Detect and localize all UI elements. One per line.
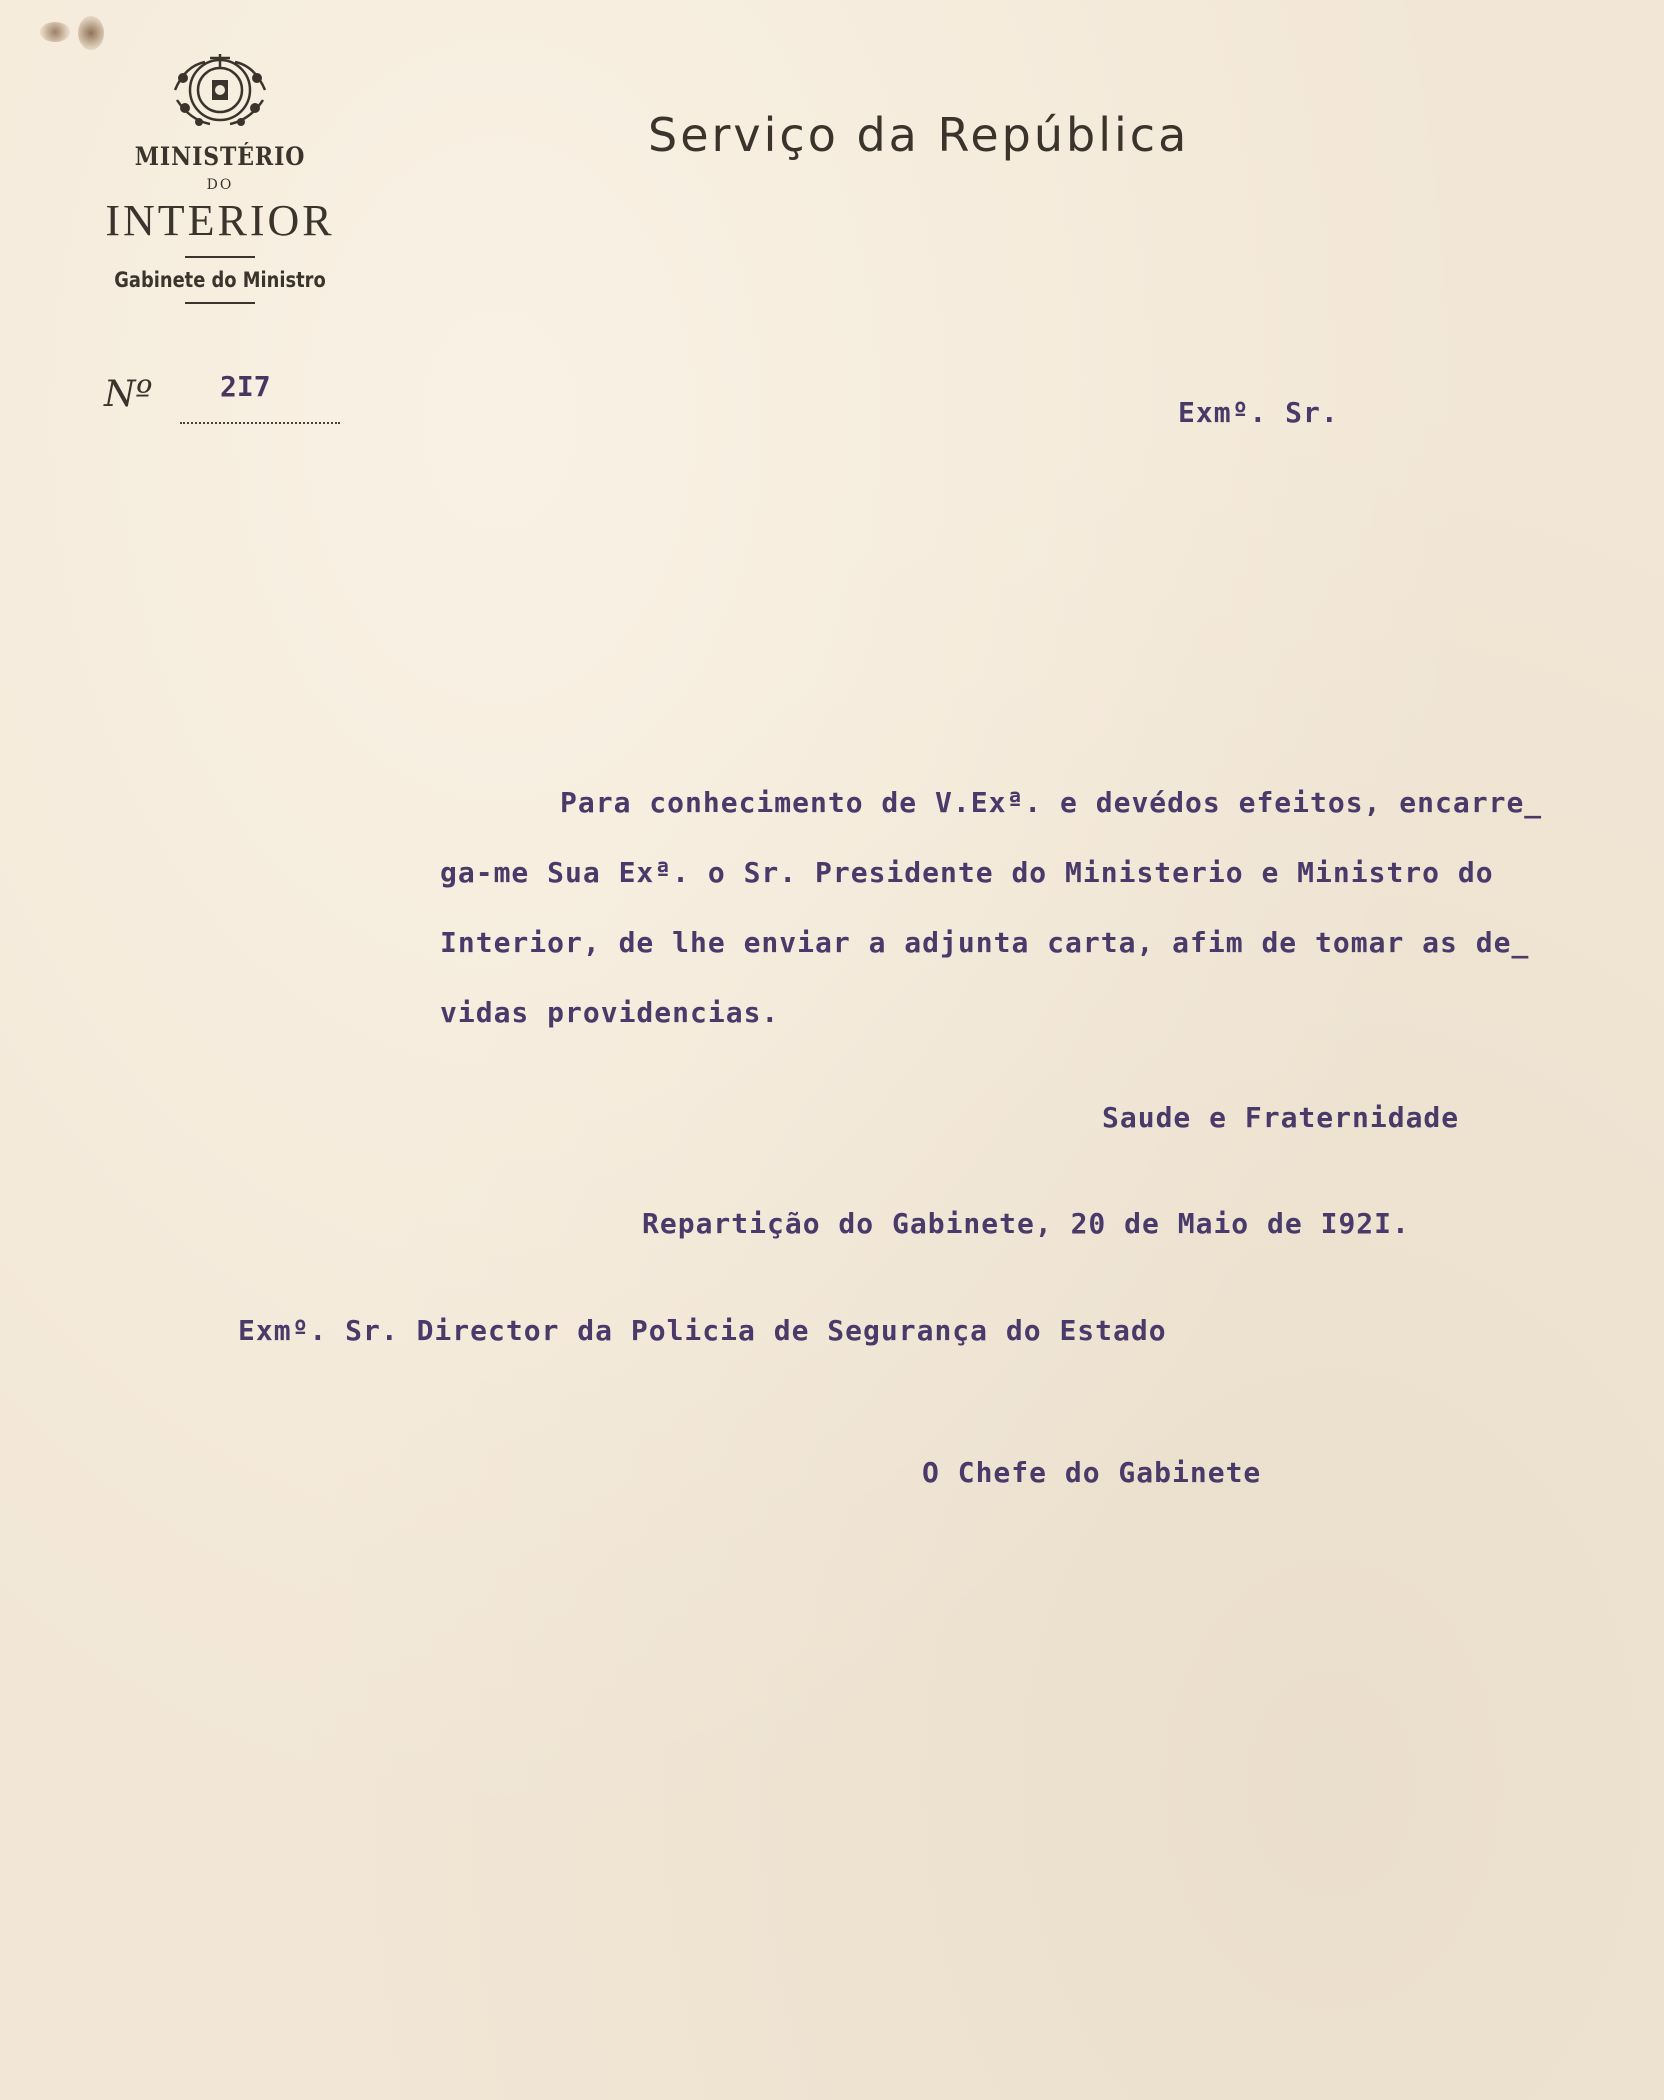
page-title: Serviço da República bbox=[648, 108, 1190, 162]
body-line-4: vidas providencias. bbox=[440, 996, 780, 1029]
office-name: Gabinete do Ministro bbox=[114, 268, 326, 292]
dateline: Repartição do Gabinete, 20 de Maio de I92I. bbox=[642, 1207, 1410, 1240]
ministry-label: MINISTÉRIO bbox=[134, 142, 306, 171]
number-dotted-line bbox=[180, 422, 340, 424]
divider bbox=[185, 256, 255, 258]
addressee: Exmº. Sr. Director da Policia de Segurança do Estado bbox=[238, 1314, 1167, 1347]
salutation: Exmº. Sr. bbox=[1178, 396, 1339, 429]
closing: Saude e Fraternidade bbox=[1102, 1101, 1460, 1134]
document-number bbox=[104, 370, 271, 415]
coat-of-arms-icon bbox=[165, 48, 275, 132]
body-line-2: ga-me Sua Exª. o Sr. Presidente do Ministerio e Ministro do bbox=[440, 856, 1494, 889]
rust-stain bbox=[40, 22, 70, 42]
numero-sign: Nº bbox=[104, 374, 153, 415]
divider bbox=[185, 302, 255, 304]
body-line-1: Para conhecimento de V.Exª. e devédos efeitos, encarre_ bbox=[560, 786, 1543, 819]
body-line-3: Interior, de lhe enviar a adjunta carta, afim de tomar as de_ bbox=[440, 926, 1530, 959]
ministry-name: INTERIOR bbox=[105, 196, 335, 245]
ministry-connector: DO bbox=[206, 177, 234, 193]
rust-stain bbox=[78, 16, 104, 50]
document-number-value: 2I7 bbox=[220, 370, 271, 403]
signature-title: O Chefe do Gabinete bbox=[922, 1456, 1262, 1489]
letterhead bbox=[70, 48, 370, 314]
